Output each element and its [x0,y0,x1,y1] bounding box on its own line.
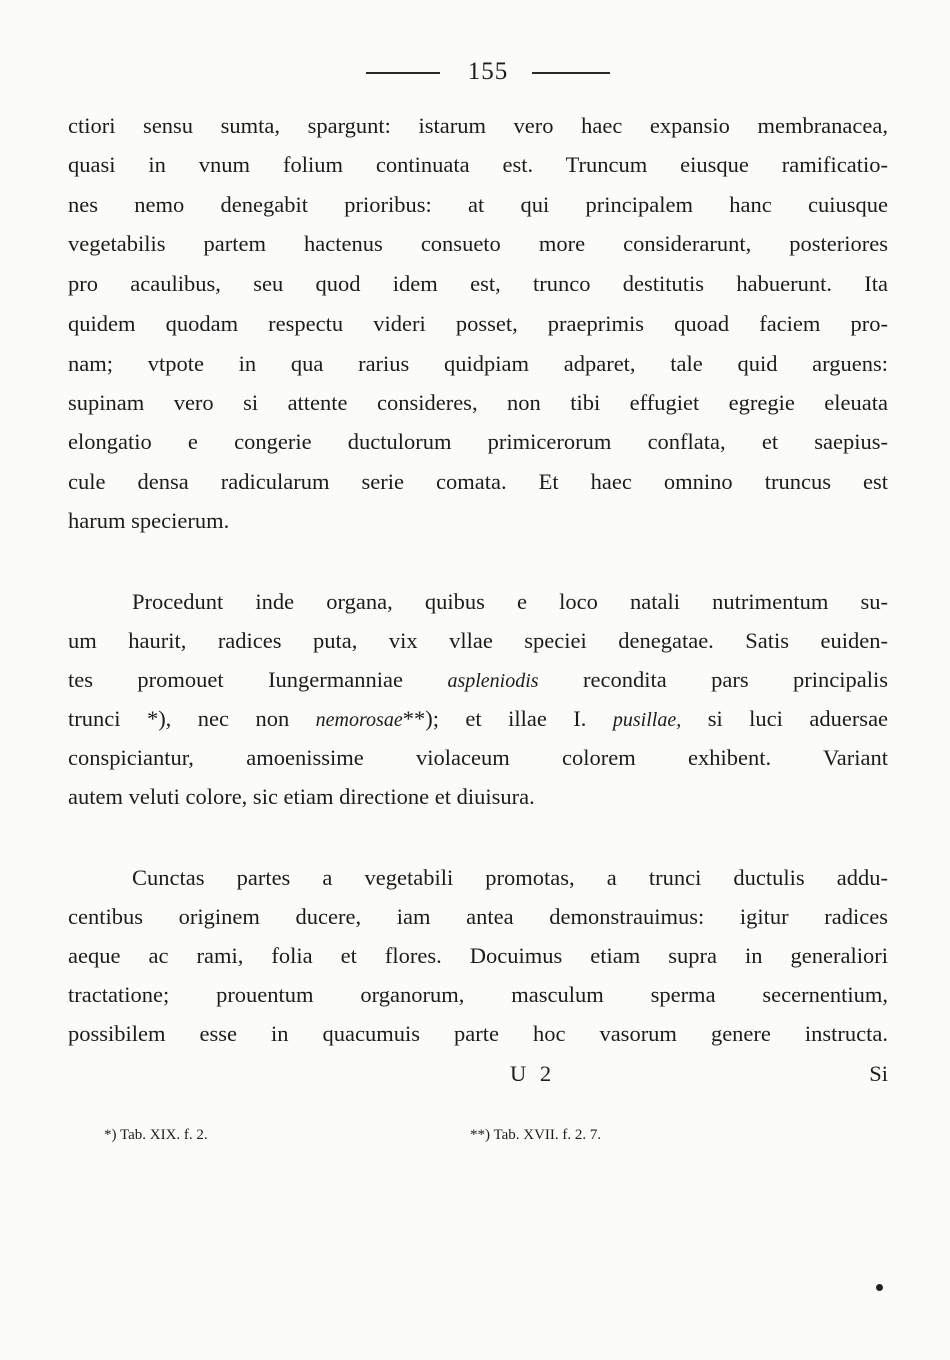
text-line: quasi in vnum folium continuata est. Truncum eiusque ramificatio- [68,152,888,177]
italic-species-name: nemorosae [315,709,403,731]
text-segment: si luci aduersae [707,706,888,731]
text-line-mixed [68,701,888,737]
header-rule-left [366,72,440,74]
signature-mark: U 2 [510,1061,556,1086]
text-line: vegetabilis partem hactenus consueto more considerarunt, posteriores [68,231,888,256]
text-line: autem veluti colore, sic etiam directione et diuisura. [68,784,535,809]
italic-species-name: aspleniodis [447,670,539,692]
page-header [0,58,950,88]
ink-spot [876,1284,883,1291]
footnote: *) Tab. XIX. f. 2. [104,1127,208,1143]
text-line: ctiori sensu sumta, spargunt: istarum vero haec expansio membranacea, [68,113,888,138]
italic-species-name: pusillae, [612,709,682,731]
catchword: Si [869,1061,888,1086]
signature-line [68,1056,888,1092]
text-line: Procedunt inde organa, quibus e loco natali nutrimentum su- [132,589,888,614]
text-line: pro acaulibus, seu quod idem est, trunco destitutis habuerunt. Ita [68,271,888,296]
page-number: 155 [467,58,509,85]
text-line: nam; vtpote in qua rarius quidpiam adparet, tale quid arguens: [68,351,888,376]
text-line: Cunctas partes a vegetabili promotas, a trunci ductulis addu- [132,865,888,890]
text-line: nes nemo denegabit prioribus: at qui principalem hanc cuiusque [68,192,888,217]
footnotes [0,1122,950,1148]
text-line: centibus originem ducere, iam antea demonstrauimus: igitur radices [68,904,888,929]
text-line: possibilem esse in quacumuis parte hoc vasorum genere instructa. [68,1021,888,1046]
text-segment: tes promouet Iungermanniae [68,667,404,692]
text-line-mixed [68,662,888,698]
text-segment: trunci *), nec non [68,706,290,731]
text-line: elongatio e congerie ductulorum primicerorum conflata, et saepius- [68,429,888,454]
text-line: supinam vero si attente consideres, non tibi effugiet egregie eleuata [68,390,888,415]
footnote: **) Tab. XVII. f. 2. 7. [470,1127,602,1143]
text-line: cule densa radicularum serie comata. Et haec omnino truncus est [68,469,888,494]
header-rule-right [532,72,610,74]
text-line: um haurit, radices puta, vix vllae speciei denegatae. Satis euiden- [68,628,888,653]
text-segment: **); et illae I. [402,706,587,731]
text-line: tractatione; prouentum organorum, masculum sperma secernentium, [68,982,888,1007]
text-segment: recondita pars principalis [582,667,888,692]
text-line: quidem quodam respectu videri posset, praeprimis quoad faciem pro- [68,311,888,336]
text-line: aeque ac rami, folia et flores. Docuimus etiam supra in generaliori [68,943,888,968]
text-line: conspiciantur, amoenissime violaceum colorem exhibent. Variant [68,745,888,770]
text-line: harum specierum. [68,508,230,533]
